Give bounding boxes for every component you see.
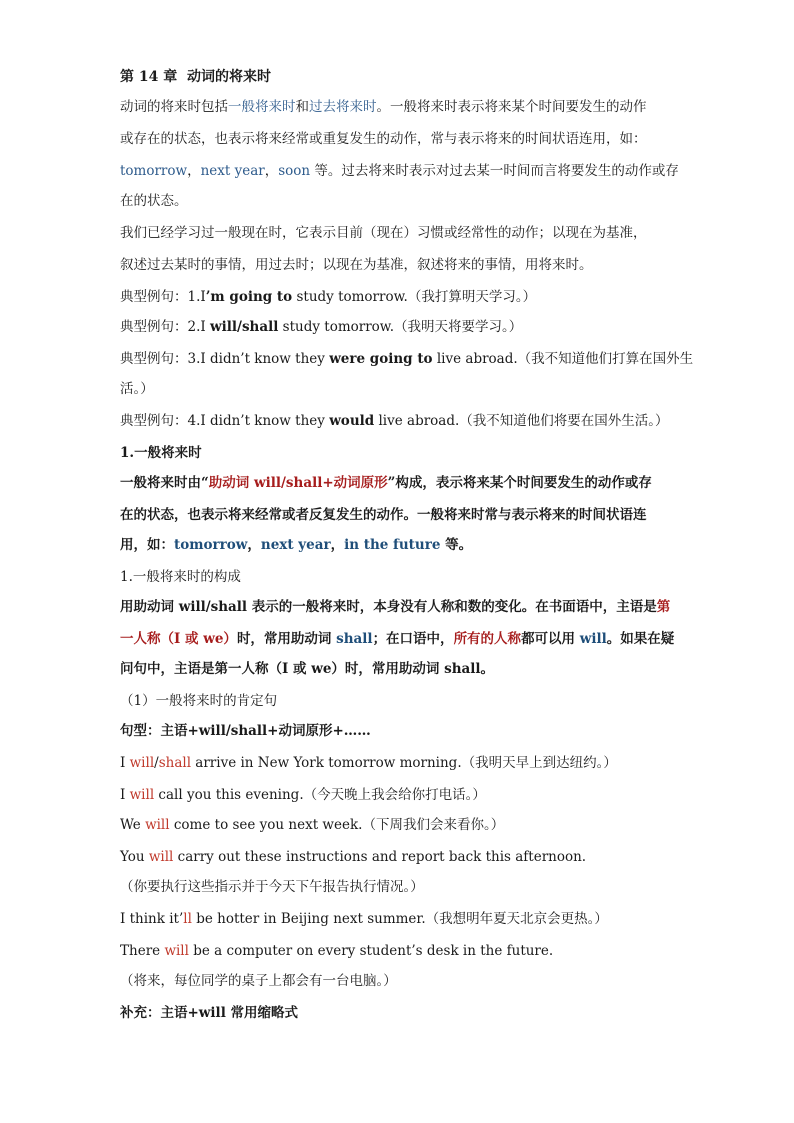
sentence-pattern: 句型：主语+will/shall+动词原形+……	[120, 723, 371, 739]
example-3-continued: 活。）	[120, 381, 154, 397]
supplement-note: 补充：主语+will 常用缩略式	[120, 1005, 299, 1021]
intro-line-1: 动词的将来时包括一般将来时和过去将来时。一般将来时表示将来某个时间要发生的动作	[120, 99, 647, 115]
affirmative-title: （1）一般将来时的肯定句	[120, 693, 278, 709]
chapter-heading: 第 14 章 动词的将来时	[120, 69, 271, 85]
definition-line-1: 一般将来时由“助动词 will/shall+动词原形”构成，表示将来某个时间要发生的动作或存	[120, 475, 652, 491]
composition-line-1: 用助动词 will/shall 表示的一般将来时，本身没有人称和数的变化。在书面语中，主语是第	[120, 599, 671, 615]
definition-line-3: 用，如：tomorrow，next year，in the future 等。	[120, 537, 473, 553]
intro-line-5: 我们已经学习过一般现在时，它表示目前（现在）习惯或经常性的动作；以现在为基准，	[120, 225, 647, 241]
intro-line-3: tomorrow，next year，soon 等。过去将来时表示对过去某一时间而言将要发生的动作或存	[120, 163, 679, 179]
definition-line-2: 在的状态，也表示将来经常或者反复发生的动作。一般将来时常与表示将来的时间状语连	[120, 507, 647, 523]
sentence-6-translation: （将来，每位同学的桌子上都会有一台电脑。）	[120, 973, 397, 989]
intro-line-4: 在的状态。	[120, 193, 188, 209]
sentence-3: We will come to see you next week.（下周我们会来看你。）	[120, 817, 505, 833]
composition-line-3: 问句中，主语是第一人称（I 或 we）时，常用助动词 shall。	[120, 661, 495, 677]
section-1-title: 1.一般将来时	[120, 445, 202, 461]
composition-line-2: 一人称（I 或 we）时，常用助动词 shall；在口语中，所有的人称都可以用 will。如果在疑	[120, 631, 675, 647]
intro-line-2: 或存在的状态，也表示将来经常或重复发生的动作，常与表示将来的时间状语连用，如：	[120, 131, 647, 147]
example-4: 典型例句：4.I didn’t know they would live abroad.（我不知道他们将要在国外生活。）	[120, 413, 669, 429]
sentence-2: I will call you this evening.（今天晚上我会给你打电话。）	[120, 787, 486, 803]
sentence-5: I think it’ll be hotter in Beijing next summer.（我想明年夏天北京会更热。）	[120, 911, 608, 927]
composition-title: 1.一般将来时的构成	[120, 569, 241, 585]
example-1: 典型例句：1.I’m going to study tomorrow.（我打算明天学习。）	[120, 289, 537, 305]
sentence-4-translation: （你要执行这些指示并于今天下午报告执行情况。）	[120, 879, 424, 895]
intro-line-6: 叙述过去某时的事情，用过去时；以现在为基准，叙述将来的事情，用将来时。	[120, 257, 593, 273]
sentence-4: You will carry out these instructions and report back this afternoon.	[120, 849, 587, 865]
example-3: 典型例句：3.I didn’t know they were going to live abroad.（我不知道他们打算在国外生	[120, 351, 694, 367]
sentence-6: There will be a computer on every student’s desk in the future.	[120, 943, 554, 959]
example-2: 典型例句：2.I will/shall study tomorrow.（我明天将要学习。）	[120, 319, 523, 335]
sentence-1: I will/shall arrive in New York tomorrow morning.（我明天早上到达纽约。）	[120, 755, 617, 771]
